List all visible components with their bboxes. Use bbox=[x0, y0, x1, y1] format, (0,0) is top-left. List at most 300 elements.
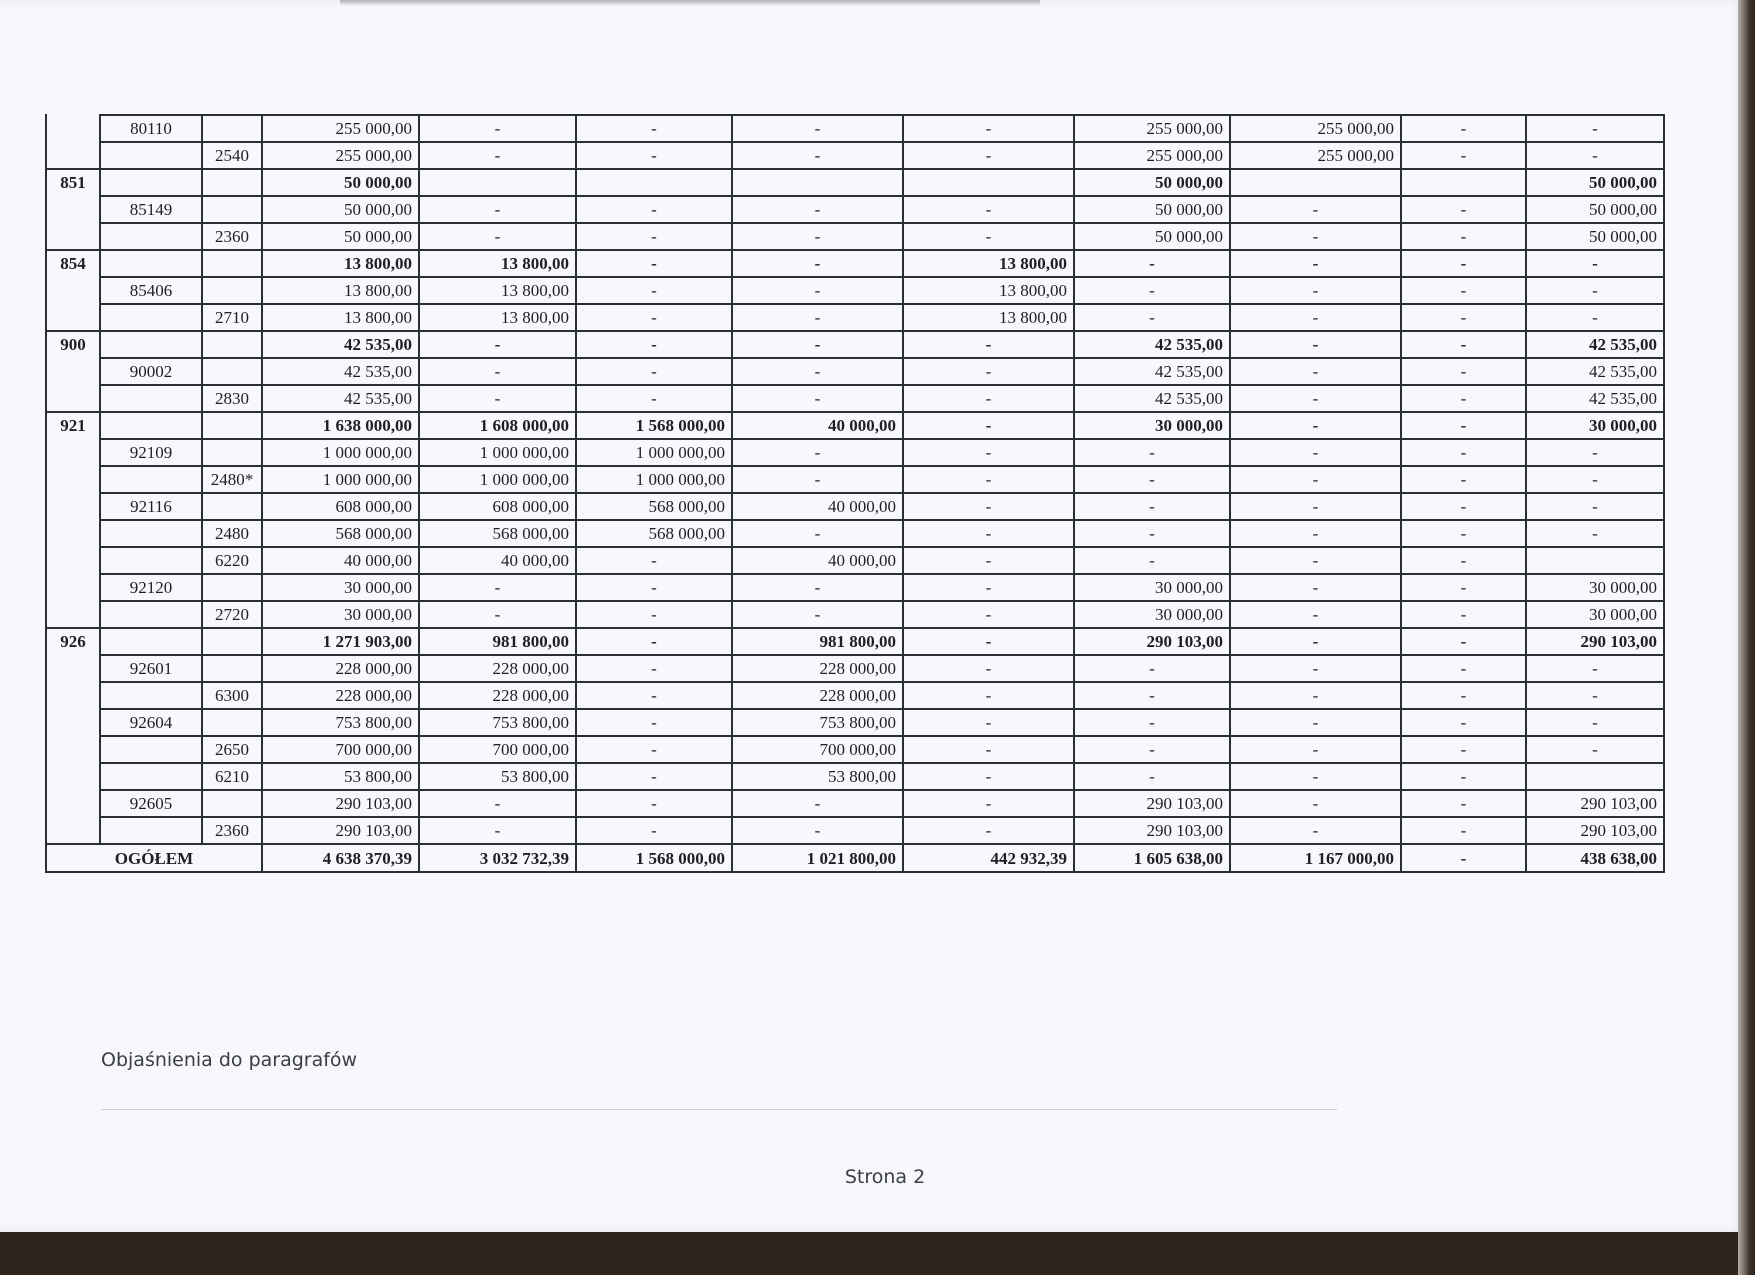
dzial-cell bbox=[46, 304, 100, 331]
value-cell: 255 000,00 bbox=[1074, 115, 1230, 142]
rozdzial-cell bbox=[100, 736, 202, 763]
rozdzial-cell bbox=[100, 628, 202, 655]
table-row bbox=[46, 709, 1664, 736]
value-cell: - bbox=[1526, 709, 1664, 736]
rozdzial-cell: 92116 bbox=[100, 493, 202, 520]
dzial-cell bbox=[46, 520, 100, 547]
value-cell: - bbox=[1074, 682, 1230, 709]
total-label: OGÓŁEM bbox=[46, 844, 262, 872]
dzial-cell: 851 bbox=[46, 169, 100, 196]
value-cell: 290 103,00 bbox=[1526, 817, 1664, 844]
paragraf-cell bbox=[202, 439, 262, 466]
value-cell: - bbox=[1230, 709, 1401, 736]
paragraf-cell bbox=[202, 196, 262, 223]
value-cell bbox=[419, 169, 576, 196]
table-row bbox=[46, 142, 1664, 169]
value-cell: - bbox=[1526, 682, 1664, 709]
rozdzial-cell bbox=[100, 250, 202, 277]
value-cell: 568 000,00 bbox=[576, 520, 732, 547]
value-cell: - bbox=[903, 466, 1074, 493]
value-cell: 568 000,00 bbox=[419, 520, 576, 547]
value-cell: - bbox=[1230, 439, 1401, 466]
value-cell: 753 800,00 bbox=[262, 709, 419, 736]
value-cell: - bbox=[732, 439, 903, 466]
value-cell: - bbox=[903, 439, 1074, 466]
table-row bbox=[46, 223, 1664, 250]
value-cell: - bbox=[419, 385, 576, 412]
value-cell: - bbox=[1526, 304, 1664, 331]
value-cell: 30 000,00 bbox=[262, 601, 419, 628]
value-cell: - bbox=[1230, 385, 1401, 412]
value-cell: - bbox=[1401, 385, 1526, 412]
value-cell: - bbox=[576, 736, 732, 763]
value-cell: 42 535,00 bbox=[1074, 331, 1230, 358]
section-row bbox=[46, 331, 1664, 358]
value-cell: - bbox=[903, 115, 1074, 142]
value-cell: 50 000,00 bbox=[262, 223, 419, 250]
value-cell: 13 800,00 bbox=[262, 277, 419, 304]
value-cell: - bbox=[1230, 790, 1401, 817]
paragraf-cell: 2480* bbox=[202, 466, 262, 493]
value-cell: - bbox=[903, 682, 1074, 709]
paragraf-cell bbox=[202, 493, 262, 520]
value-cell: 42 535,00 bbox=[1074, 385, 1230, 412]
value-cell: 255 000,00 bbox=[1074, 142, 1230, 169]
value-cell: 50 000,00 bbox=[1526, 169, 1664, 196]
value-cell: - bbox=[1401, 709, 1526, 736]
table-row bbox=[46, 493, 1664, 520]
value-cell: - bbox=[1401, 493, 1526, 520]
value-cell: 1 000 000,00 bbox=[576, 466, 732, 493]
value-cell: 30 000,00 bbox=[262, 574, 419, 601]
value-cell: 290 103,00 bbox=[1074, 628, 1230, 655]
value-cell: - bbox=[1401, 655, 1526, 682]
value-cell: - bbox=[1230, 277, 1401, 304]
value-cell: - bbox=[903, 142, 1074, 169]
value-cell: - bbox=[1074, 466, 1230, 493]
value-cell: 42 535,00 bbox=[1526, 331, 1664, 358]
value-cell bbox=[732, 169, 903, 196]
value-cell: - bbox=[419, 601, 576, 628]
value-cell: 13 800,00 bbox=[262, 304, 419, 331]
value-cell: - bbox=[1401, 223, 1526, 250]
value-cell: - bbox=[903, 736, 1074, 763]
table-row bbox=[46, 196, 1664, 223]
value-cell: 228 000,00 bbox=[262, 655, 419, 682]
value-cell: 13 800,00 bbox=[903, 277, 1074, 304]
value-cell: - bbox=[1230, 196, 1401, 223]
value-cell: 228 000,00 bbox=[732, 682, 903, 709]
value-cell: - bbox=[419, 142, 576, 169]
value-cell: 1 000 000,00 bbox=[576, 439, 732, 466]
value-cell: - bbox=[576, 763, 732, 790]
value-cell: 981 800,00 bbox=[419, 628, 576, 655]
value-cell: 290 103,00 bbox=[1074, 790, 1230, 817]
rozdzial-cell: 85406 bbox=[100, 277, 202, 304]
value-cell: - bbox=[1074, 439, 1230, 466]
value-cell: - bbox=[1074, 304, 1230, 331]
value-cell: - bbox=[1401, 817, 1526, 844]
paragraf-cell: 2720 bbox=[202, 601, 262, 628]
value-cell: - bbox=[1526, 736, 1664, 763]
value-cell: - bbox=[576, 628, 732, 655]
value-cell: - bbox=[576, 142, 732, 169]
table-row bbox=[46, 682, 1664, 709]
value-cell: 1 568 000,00 bbox=[576, 412, 732, 439]
value-cell: - bbox=[1401, 574, 1526, 601]
rozdzial-cell bbox=[100, 547, 202, 574]
value-cell: 50 000,00 bbox=[1074, 169, 1230, 196]
value-cell: - bbox=[1401, 142, 1526, 169]
rozdzial-cell bbox=[100, 817, 202, 844]
section-row bbox=[46, 628, 1664, 655]
dzial-cell bbox=[46, 547, 100, 574]
table-row bbox=[46, 466, 1664, 493]
value-cell: - bbox=[903, 547, 1074, 574]
rozdzial-cell bbox=[100, 412, 202, 439]
rozdzial-cell bbox=[100, 304, 202, 331]
value-cell: - bbox=[1401, 466, 1526, 493]
dzial-cell bbox=[46, 196, 100, 223]
value-cell: - bbox=[419, 331, 576, 358]
value-cell: - bbox=[1230, 331, 1401, 358]
rozdzial-cell bbox=[100, 466, 202, 493]
paragraf-cell bbox=[202, 169, 262, 196]
value-cell: 13 800,00 bbox=[419, 277, 576, 304]
rozdzial-cell bbox=[100, 601, 202, 628]
value-cell: - bbox=[576, 331, 732, 358]
value-cell: - bbox=[903, 520, 1074, 547]
value-cell: 42 535,00 bbox=[1526, 385, 1664, 412]
paragraf-cell: 2480 bbox=[202, 520, 262, 547]
value-cell: - bbox=[576, 196, 732, 223]
value-cell: - bbox=[1230, 601, 1401, 628]
value-cell: - bbox=[732, 196, 903, 223]
value-cell: 753 800,00 bbox=[419, 709, 576, 736]
value-cell: 30 000,00 bbox=[1526, 574, 1664, 601]
dzial-cell: 926 bbox=[46, 628, 100, 655]
explanations-divider bbox=[101, 1109, 1337, 1110]
paragraf-cell bbox=[202, 358, 262, 385]
rozdzial-cell bbox=[100, 763, 202, 790]
paragraf-cell bbox=[202, 790, 262, 817]
value-cell: - bbox=[1074, 736, 1230, 763]
value-cell: 228 000,00 bbox=[262, 682, 419, 709]
value-cell: 255 000,00 bbox=[262, 115, 419, 142]
value-cell: - bbox=[1526, 115, 1664, 142]
value-cell: 290 103,00 bbox=[1526, 628, 1664, 655]
paragraf-cell bbox=[202, 277, 262, 304]
value-cell: - bbox=[903, 709, 1074, 736]
value-cell: 42 535,00 bbox=[262, 331, 419, 358]
value-cell bbox=[1526, 763, 1664, 790]
value-cell: - bbox=[419, 358, 576, 385]
table-row bbox=[46, 520, 1664, 547]
table-row bbox=[46, 439, 1664, 466]
value-cell: 40 000,00 bbox=[732, 493, 903, 520]
value-cell: 13 800,00 bbox=[903, 250, 1074, 277]
value-cell: 1 608 000,00 bbox=[419, 412, 576, 439]
value-cell: 30 000,00 bbox=[1074, 412, 1230, 439]
value-cell: 255 000,00 bbox=[1230, 142, 1401, 169]
value-cell: - bbox=[732, 304, 903, 331]
value-cell: - bbox=[903, 763, 1074, 790]
table-row bbox=[46, 115, 1664, 142]
dzial-cell bbox=[46, 493, 100, 520]
dzial-cell bbox=[46, 142, 100, 169]
value-cell: - bbox=[1074, 547, 1230, 574]
value-cell: - bbox=[576, 655, 732, 682]
value-cell: - bbox=[1526, 655, 1664, 682]
value-cell: - bbox=[1074, 709, 1230, 736]
value-cell: - bbox=[576, 574, 732, 601]
dzial-cell bbox=[46, 709, 100, 736]
dzial-cell bbox=[46, 385, 100, 412]
rozdzial-cell bbox=[100, 142, 202, 169]
dzial-cell bbox=[46, 115, 100, 142]
value-cell: - bbox=[576, 385, 732, 412]
dzial-cell bbox=[46, 682, 100, 709]
rozdzial-cell: 92109 bbox=[100, 439, 202, 466]
value-cell: - bbox=[903, 358, 1074, 385]
value-cell: - bbox=[1526, 250, 1664, 277]
section-row bbox=[46, 250, 1664, 277]
total-value-cell: 4 638 370,39 bbox=[262, 844, 419, 872]
scan-edge bbox=[1738, 0, 1755, 1275]
value-cell: 30 000,00 bbox=[1526, 412, 1664, 439]
value-cell: 30 000,00 bbox=[1526, 601, 1664, 628]
value-cell: - bbox=[419, 574, 576, 601]
table-row bbox=[46, 277, 1664, 304]
dzial-cell: 921 bbox=[46, 412, 100, 439]
value-cell: - bbox=[903, 196, 1074, 223]
value-cell: - bbox=[1230, 466, 1401, 493]
value-cell: 13 800,00 bbox=[419, 304, 576, 331]
value-cell: 40 000,00 bbox=[732, 547, 903, 574]
rozdzial-cell: 80110 bbox=[100, 115, 202, 142]
value-cell: 1 271 903,00 bbox=[262, 628, 419, 655]
value-cell: - bbox=[576, 547, 732, 574]
value-cell: - bbox=[419, 817, 576, 844]
value-cell: 228 000,00 bbox=[419, 655, 576, 682]
value-cell: - bbox=[1526, 493, 1664, 520]
page-number: Strona 2 bbox=[844, 1166, 926, 1188]
rozdzial-cell: 92120 bbox=[100, 574, 202, 601]
value-cell: 50 000,00 bbox=[1074, 223, 1230, 250]
value-cell: - bbox=[1230, 493, 1401, 520]
paragraf-cell bbox=[202, 250, 262, 277]
value-cell: - bbox=[903, 817, 1074, 844]
value-cell: - bbox=[732, 358, 903, 385]
paragraf-cell: 2710 bbox=[202, 304, 262, 331]
value-cell: - bbox=[1401, 250, 1526, 277]
value-cell: - bbox=[1074, 493, 1230, 520]
value-cell: - bbox=[1401, 682, 1526, 709]
value-cell bbox=[903, 169, 1074, 196]
dzial-cell bbox=[46, 223, 100, 250]
total-value-cell: 1 021 800,00 bbox=[732, 844, 903, 872]
rozdzial-cell: 92601 bbox=[100, 655, 202, 682]
value-cell: - bbox=[903, 331, 1074, 358]
value-cell: - bbox=[1230, 223, 1401, 250]
value-cell: 700 000,00 bbox=[419, 736, 576, 763]
value-cell: 608 000,00 bbox=[262, 493, 419, 520]
value-cell: 42 535,00 bbox=[1526, 358, 1664, 385]
total-value-cell: 438 638,00 bbox=[1526, 844, 1664, 872]
value-cell: - bbox=[1074, 250, 1230, 277]
value-cell: - bbox=[903, 790, 1074, 817]
dzial-cell bbox=[46, 655, 100, 682]
budget-table bbox=[45, 114, 1665, 873]
value-cell: 753 800,00 bbox=[732, 709, 903, 736]
value-cell: 255 000,00 bbox=[1230, 115, 1401, 142]
value-cell: - bbox=[1230, 304, 1401, 331]
paragraf-cell bbox=[202, 655, 262, 682]
value-cell: - bbox=[903, 223, 1074, 250]
value-cell: - bbox=[732, 142, 903, 169]
value-cell: - bbox=[576, 709, 732, 736]
value-cell: 50 000,00 bbox=[1074, 196, 1230, 223]
value-cell: - bbox=[1526, 520, 1664, 547]
value-cell: - bbox=[1230, 655, 1401, 682]
paragraf-cell: 2540 bbox=[202, 142, 262, 169]
value-cell: 42 535,00 bbox=[262, 385, 419, 412]
value-cell: - bbox=[1230, 520, 1401, 547]
dzial-cell bbox=[46, 574, 100, 601]
value-cell: 30 000,00 bbox=[1074, 601, 1230, 628]
dzial-cell bbox=[46, 763, 100, 790]
paragraf-cell bbox=[202, 574, 262, 601]
table-row bbox=[46, 304, 1664, 331]
table-row bbox=[46, 547, 1664, 574]
value-cell: - bbox=[576, 790, 732, 817]
value-cell: 228 000,00 bbox=[419, 682, 576, 709]
table-row bbox=[46, 790, 1664, 817]
value-cell: - bbox=[1230, 817, 1401, 844]
value-cell: - bbox=[1074, 520, 1230, 547]
value-cell: - bbox=[1230, 574, 1401, 601]
value-cell: - bbox=[419, 115, 576, 142]
paragraf-cell bbox=[202, 115, 262, 142]
value-cell: - bbox=[576, 601, 732, 628]
value-cell: 40 000,00 bbox=[419, 547, 576, 574]
value-cell: - bbox=[903, 655, 1074, 682]
value-cell: 1 000 000,00 bbox=[262, 466, 419, 493]
explanations-title: Objaśnienia do paragrafów bbox=[101, 1049, 358, 1071]
value-cell: 30 000,00 bbox=[1074, 574, 1230, 601]
value-cell bbox=[1230, 169, 1401, 196]
value-cell bbox=[576, 169, 732, 196]
table-body bbox=[46, 115, 1664, 872]
value-cell: 1 000 000,00 bbox=[419, 466, 576, 493]
rozdzial-cell bbox=[100, 223, 202, 250]
dzial-cell bbox=[46, 466, 100, 493]
value-cell: - bbox=[732, 223, 903, 250]
paragraf-cell: 2360 bbox=[202, 817, 262, 844]
value-cell: - bbox=[576, 250, 732, 277]
value-cell: - bbox=[576, 682, 732, 709]
value-cell: 13 800,00 bbox=[419, 250, 576, 277]
value-cell: - bbox=[732, 601, 903, 628]
value-cell: - bbox=[1230, 682, 1401, 709]
value-cell: - bbox=[1401, 412, 1526, 439]
value-cell: 228 000,00 bbox=[732, 655, 903, 682]
rozdzial-cell bbox=[100, 682, 202, 709]
value-cell: - bbox=[1401, 790, 1526, 817]
paragraf-cell bbox=[202, 709, 262, 736]
rozdzial-cell bbox=[100, 520, 202, 547]
dzial-cell: 854 bbox=[46, 250, 100, 277]
dzial-cell bbox=[46, 790, 100, 817]
value-cell: 608 000,00 bbox=[419, 493, 576, 520]
value-cell: - bbox=[1230, 412, 1401, 439]
rozdzial-cell: 90002 bbox=[100, 358, 202, 385]
table-row bbox=[46, 385, 1664, 412]
value-cell: 53 800,00 bbox=[732, 763, 903, 790]
value-cell bbox=[1526, 547, 1664, 574]
value-cell: 1 000 000,00 bbox=[419, 439, 576, 466]
value-cell: - bbox=[903, 493, 1074, 520]
value-cell: 40 000,00 bbox=[732, 412, 903, 439]
rozdzial-cell: 92605 bbox=[100, 790, 202, 817]
rozdzial-cell bbox=[100, 169, 202, 196]
value-cell: - bbox=[732, 250, 903, 277]
total-value-cell: 1 167 000,00 bbox=[1230, 844, 1401, 872]
value-cell: - bbox=[1230, 250, 1401, 277]
value-cell: - bbox=[732, 466, 903, 493]
value-cell: 42 535,00 bbox=[1074, 358, 1230, 385]
value-cell: - bbox=[576, 304, 732, 331]
value-cell: 290 103,00 bbox=[1074, 817, 1230, 844]
rozdzial-cell bbox=[100, 385, 202, 412]
table-row bbox=[46, 574, 1664, 601]
value-cell: - bbox=[1230, 547, 1401, 574]
value-cell: - bbox=[1230, 736, 1401, 763]
value-cell: - bbox=[732, 790, 903, 817]
value-cell: - bbox=[1230, 763, 1401, 790]
total-value-cell: 1 605 638,00 bbox=[1074, 844, 1230, 872]
total-value-cell: 442 932,39 bbox=[903, 844, 1074, 872]
value-cell: 700 000,00 bbox=[732, 736, 903, 763]
value-cell: - bbox=[732, 817, 903, 844]
value-cell: - bbox=[1401, 547, 1526, 574]
value-cell: - bbox=[732, 520, 903, 547]
value-cell: - bbox=[576, 817, 732, 844]
value-cell: - bbox=[1074, 655, 1230, 682]
paragraf-cell bbox=[202, 628, 262, 655]
value-cell: 13 800,00 bbox=[903, 304, 1074, 331]
value-cell: - bbox=[1526, 142, 1664, 169]
value-cell: 981 800,00 bbox=[732, 628, 903, 655]
value-cell: - bbox=[903, 412, 1074, 439]
value-cell: 255 000,00 bbox=[262, 142, 419, 169]
value-cell: - bbox=[576, 115, 732, 142]
value-cell: - bbox=[1401, 628, 1526, 655]
value-cell: - bbox=[732, 574, 903, 601]
dzial-cell bbox=[46, 277, 100, 304]
value-cell: 290 103,00 bbox=[1526, 790, 1664, 817]
paragraf-cell: 2830 bbox=[202, 385, 262, 412]
rozdzial-cell: 85149 bbox=[100, 196, 202, 223]
paragraf-cell: 2650 bbox=[202, 736, 262, 763]
value-cell: - bbox=[1401, 763, 1526, 790]
table-row bbox=[46, 358, 1664, 385]
value-cell: - bbox=[1401, 196, 1526, 223]
value-cell: - bbox=[576, 358, 732, 385]
value-cell: - bbox=[1401, 439, 1526, 466]
value-cell: 53 800,00 bbox=[419, 763, 576, 790]
dzial-cell bbox=[46, 358, 100, 385]
